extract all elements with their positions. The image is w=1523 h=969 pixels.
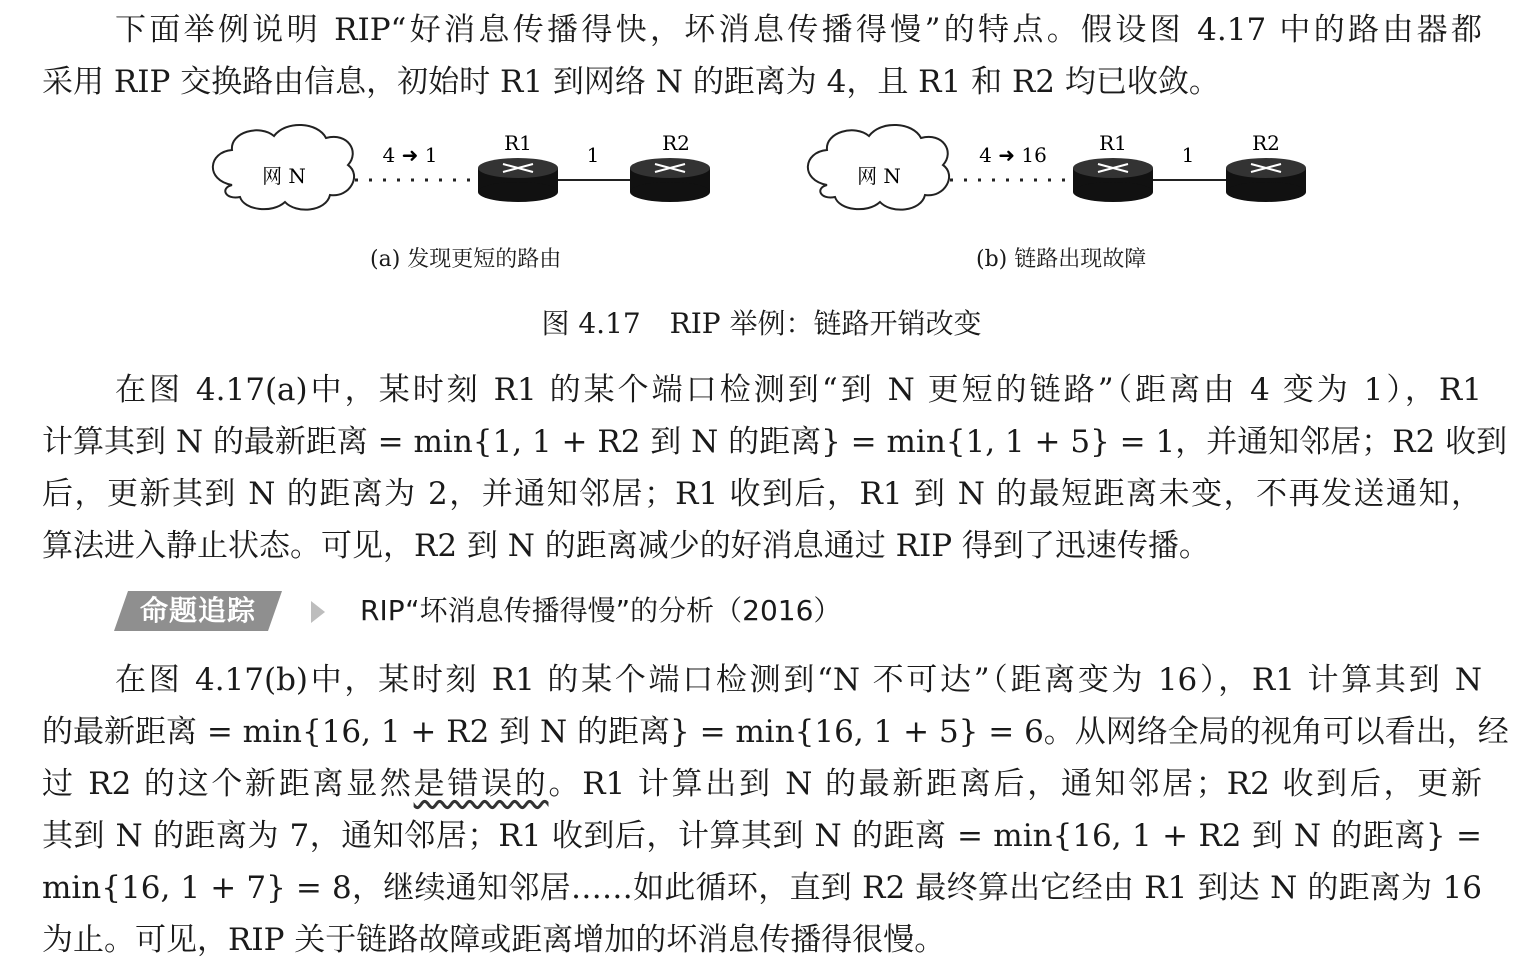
para-b-line-5: min{16, 1 + 7} = 8，继续通知邻居……如此循环，直到 R2 最终算出它经由 R1 到达 N 的距离为 16	[42, 870, 1482, 906]
para-b-line-3-pre: 过 R2 的这个新距离显然	[42, 766, 414, 802]
intro-line-1: 下面举例说明 RIP“好消息传播得快，坏消息传播得慢”的特点。假设图 4.17 中的路由器都	[115, 12, 1482, 48]
figure-title-text: RIP 举例：链路开销改变	[669, 307, 982, 340]
para-b-line-3	[42, 764, 1482, 804]
play-arrow-icon	[311, 601, 325, 623]
para-b-line-1: 在图 4.17(b)中，某时刻 R1 的某个端口检测到“N 不可达”（距离变为 16），R1 计算其到 N	[115, 662, 1482, 698]
cost-label: 4 ➜ 16	[979, 143, 1047, 167]
tracking-title: RIP“坏消息传播得慢”的分析（2016）	[360, 594, 842, 627]
router-r2-icon	[1226, 158, 1306, 202]
para-a-line-1: 在图 4.17(a)中，某时刻 R1 的某个端口检测到“到 N 更短的链路”（距离由 4 变为 1），R1	[115, 372, 1482, 408]
para-a-line-2: 计算其到 N 的最新距离 = min{1, 1 + R2 到 N 的距离} = min{1, 1 + 5} = 1，并通知邻居；R2 收到	[42, 424, 1508, 460]
figure-b-caption: (b) 链路出现故障	[976, 247, 1147, 272]
link-cost-label: 1	[1181, 143, 1195, 167]
figure-number: 图 4.17	[541, 307, 641, 340]
tracking-badge: 命题追踪	[139, 594, 256, 627]
cloud-label: 网 N	[262, 164, 306, 188]
link-cost-label: 1	[586, 143, 600, 167]
r2-label: R2	[662, 131, 690, 155]
figure-a-caption: (a) 发现更短的路由	[370, 247, 562, 272]
para-a-line-3: 后，更新其到 N 的距离为 2，并通知邻居；R1 收到后，R1 到 N 的最短距离未变，不再发送通知，	[42, 476, 1482, 512]
para-b-line-2: 的最新距离 = min{16, 1 + R2 到 N 的距离} = min{16, 1 + 5} = 6。从网络全局的视角可以看出，经	[42, 714, 1509, 750]
r2-label: R2	[1252, 131, 1280, 155]
r1-label: R1	[1099, 131, 1127, 155]
para-a-line-4: 算法进入静止状态。可见，R2 到 N 的距离减少的好消息通过 RIP 得到了迅速传播。	[42, 528, 1210, 564]
figure-a-diagram	[213, 125, 710, 210]
router-r1-icon	[1073, 158, 1153, 202]
router-r2-icon	[630, 158, 710, 202]
r1-label: R1	[504, 131, 532, 155]
router-r1-icon	[478, 158, 558, 202]
para-b-line-4: 其到 N 的距离为 7，通知邻居；R1 收到后，计算其到 N 的距离 = min{16, 1 + R2 到 N 的距离} =	[42, 818, 1482, 854]
wavy-underline-text: 是错误的	[413, 766, 549, 802]
cost-label: 4 ➜ 1	[382, 143, 438, 167]
para-b-line-3-post: 。R1 计算出到 N 的最新距离后，通知邻居；R2 收到后，更新	[548, 766, 1482, 802]
para-b-line-6: 为止。可见，RIP 关于链路故障或距离增加的坏消息传播得很慢。	[42, 922, 946, 958]
intro-line-2: 采用 RIP 交换路由信息，初始时 R1 到网络 N 的距离为 4，且 R1 和 R2 均已收敛。	[42, 64, 1220, 100]
figure-b-diagram	[808, 125, 1306, 210]
figure-title	[0, 302, 1523, 342]
cloud-label: 网 N	[857, 164, 901, 188]
